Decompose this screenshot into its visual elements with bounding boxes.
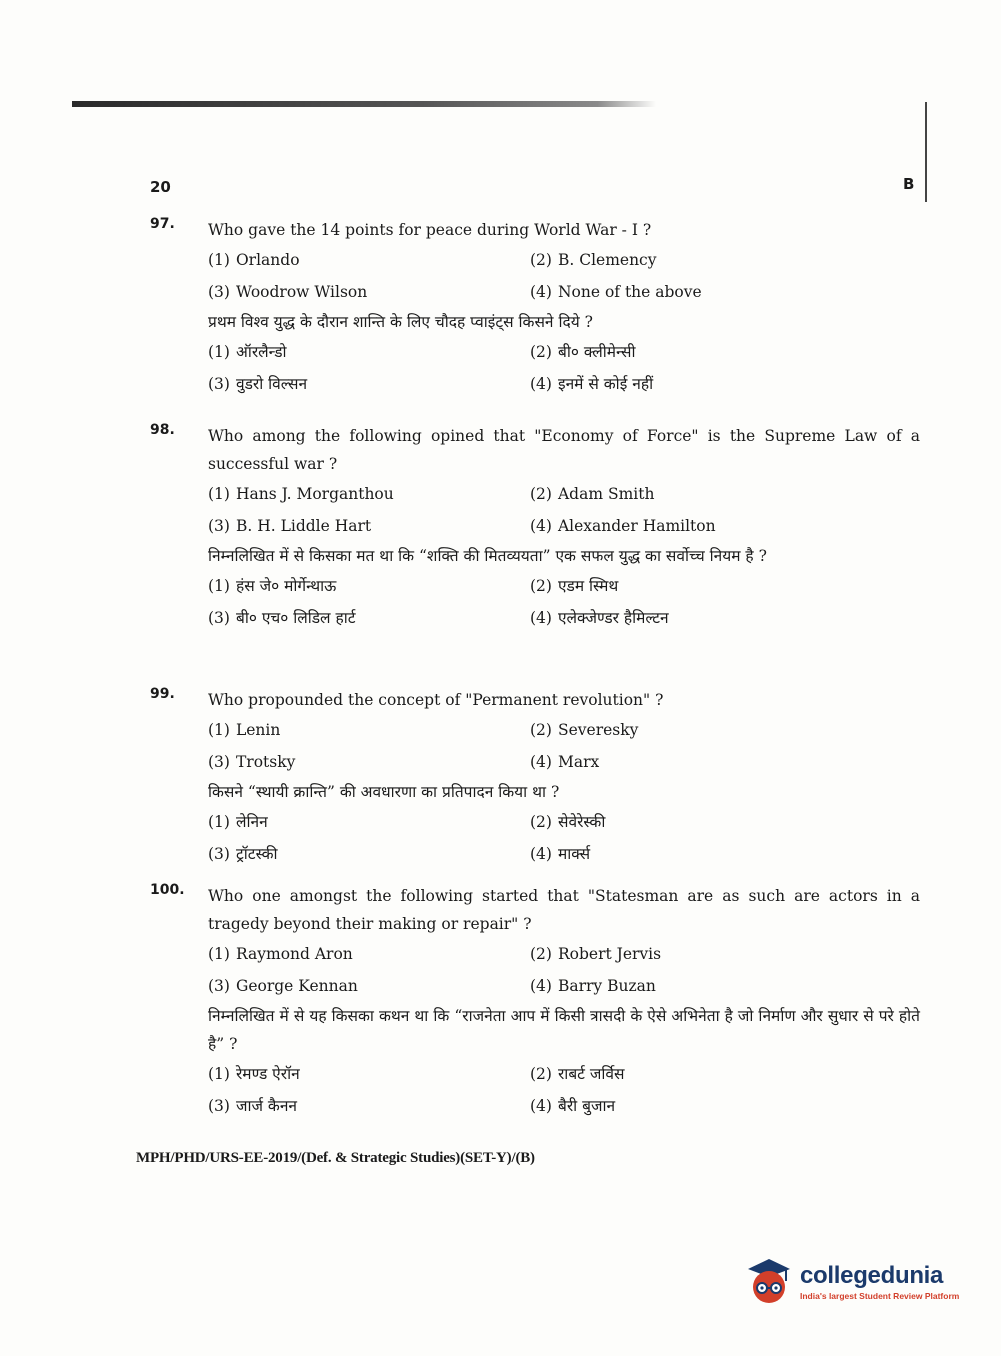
options-en bbox=[208, 940, 920, 1000]
option-4: (4) मार्क्स bbox=[530, 845, 591, 863]
option-3: (3) George Kennan bbox=[208, 977, 358, 995]
question-number: 97. bbox=[150, 216, 175, 232]
option-2: (2) Severesky bbox=[530, 721, 639, 739]
question-100 bbox=[150, 882, 920, 1120]
mascot-icon bbox=[742, 1255, 796, 1309]
collegedunia-watermark bbox=[742, 1252, 972, 1312]
options-en bbox=[208, 246, 920, 306]
question-text-en: Who among the following opined that "Economy of Force" is the Supreme Law of a successful war ? bbox=[208, 427, 920, 473]
logo-tagline: India's largest Student Review Platform bbox=[800, 1291, 960, 1301]
page-number: 20 bbox=[150, 178, 171, 196]
option-4: (4) Marx bbox=[530, 753, 600, 771]
option-2: (2) सेवेरेस्की bbox=[530, 813, 606, 831]
option-4: (4) Alexander Hamilton bbox=[530, 517, 716, 535]
option-3: (3) बी० एच० लिडिल हार्ट bbox=[208, 609, 356, 627]
question-text-hi: किसने “स्थायी क्रान्ति” की अवधारणा का प्रतिपादन किया था ? bbox=[208, 783, 560, 801]
option-1: (1) Orlando bbox=[208, 251, 300, 269]
options-hi bbox=[208, 572, 920, 632]
option-1: (1) Lenin bbox=[208, 721, 281, 739]
question-97 bbox=[150, 216, 920, 398]
exam-code-footer: MPH/PHD/URS-EE-2019/(Def. & Strategic Studies)(SET-Y)/(B) bbox=[136, 1150, 535, 1166]
option-2: (2) एडम स्मिथ bbox=[530, 577, 619, 595]
question-99 bbox=[150, 686, 920, 868]
question-number: 100. bbox=[150, 882, 185, 898]
option-3: (3) जार्ज कैनन bbox=[208, 1097, 298, 1115]
option-1: (1) रेमण्ड ऐरॉन bbox=[208, 1065, 300, 1083]
option-2: (2) B. Clemency bbox=[530, 251, 657, 269]
option-3: (3) वुडरो विल्सन bbox=[208, 375, 308, 393]
question-text-hi: निम्नलिखित में से यह किसका कथन था कि “राजनेता आप में किसी त्रासदी के ऐसे अभिनेता है जो निर्माण और सुधार से परे होते है” ? bbox=[208, 1007, 920, 1053]
option-4: (4) Barry Buzan bbox=[530, 977, 656, 995]
option-4: (4) बैरी बुजान bbox=[530, 1097, 616, 1115]
set-code: B bbox=[903, 175, 915, 193]
margin-mark bbox=[925, 102, 927, 202]
question-text-en: Who gave the 14 points for peace during World War - I ? bbox=[208, 221, 652, 239]
option-2: (2) Adam Smith bbox=[530, 485, 655, 503]
option-2: (2) बी० क्लीमेन्सी bbox=[530, 343, 636, 361]
option-4: (4) एलेक्जेण्डर हैमिल्टन bbox=[530, 609, 669, 627]
question-number: 99. bbox=[150, 686, 175, 702]
top-rule bbox=[72, 101, 656, 107]
option-2: (2) राबर्ट जर्विस bbox=[530, 1065, 625, 1083]
option-1: (1) Raymond Aron bbox=[208, 945, 353, 963]
option-2: (2) Robert Jervis bbox=[530, 945, 662, 963]
options-en bbox=[208, 716, 920, 776]
question-text-hi: प्रथम विश्व युद्ध के दौरान शान्ति के लिए चौदह प्वाइंट्स किसने दिये ? bbox=[208, 313, 593, 331]
option-1: (1) Hans J. Morganthou bbox=[208, 485, 394, 503]
option-3: (3) Woodrow Wilson bbox=[208, 283, 368, 301]
options-hi bbox=[208, 338, 920, 398]
options-en bbox=[208, 480, 920, 540]
option-1: (1) हंस जे० मोर्गेन्थाऊ bbox=[208, 577, 337, 595]
option-4: (4) इनमें से कोई नहीं bbox=[530, 375, 654, 393]
question-text-en: Who one amongst the following started that "Statesman are as such are actors in a tragedy beyond their making or repair" ? bbox=[208, 887, 920, 933]
option-4: (4) None of the above bbox=[530, 283, 702, 301]
question-number: 98. bbox=[150, 422, 175, 438]
option-3: (3) B. H. Liddle Hart bbox=[208, 517, 372, 535]
option-1: (1) ऑरलैन्डो bbox=[208, 343, 287, 361]
options-hi bbox=[208, 808, 920, 868]
options-hi bbox=[208, 1060, 920, 1120]
logo-name: collegedunia bbox=[800, 1262, 944, 1289]
question-98 bbox=[150, 422, 920, 632]
option-1: (1) लेनिन bbox=[208, 813, 268, 831]
question-text-en: Who propounded the concept of "Permanent revolution" ? bbox=[208, 691, 664, 709]
question-text-hi: निम्नलिखित में से किसका मत था कि “शक्ति की मितव्ययता” एक सफल युद्ध का सर्वोच्च नियम है ? bbox=[208, 547, 767, 565]
option-3: (3) ट्रॉटस्की bbox=[208, 845, 278, 863]
option-3: (3) Trotsky bbox=[208, 753, 296, 771]
